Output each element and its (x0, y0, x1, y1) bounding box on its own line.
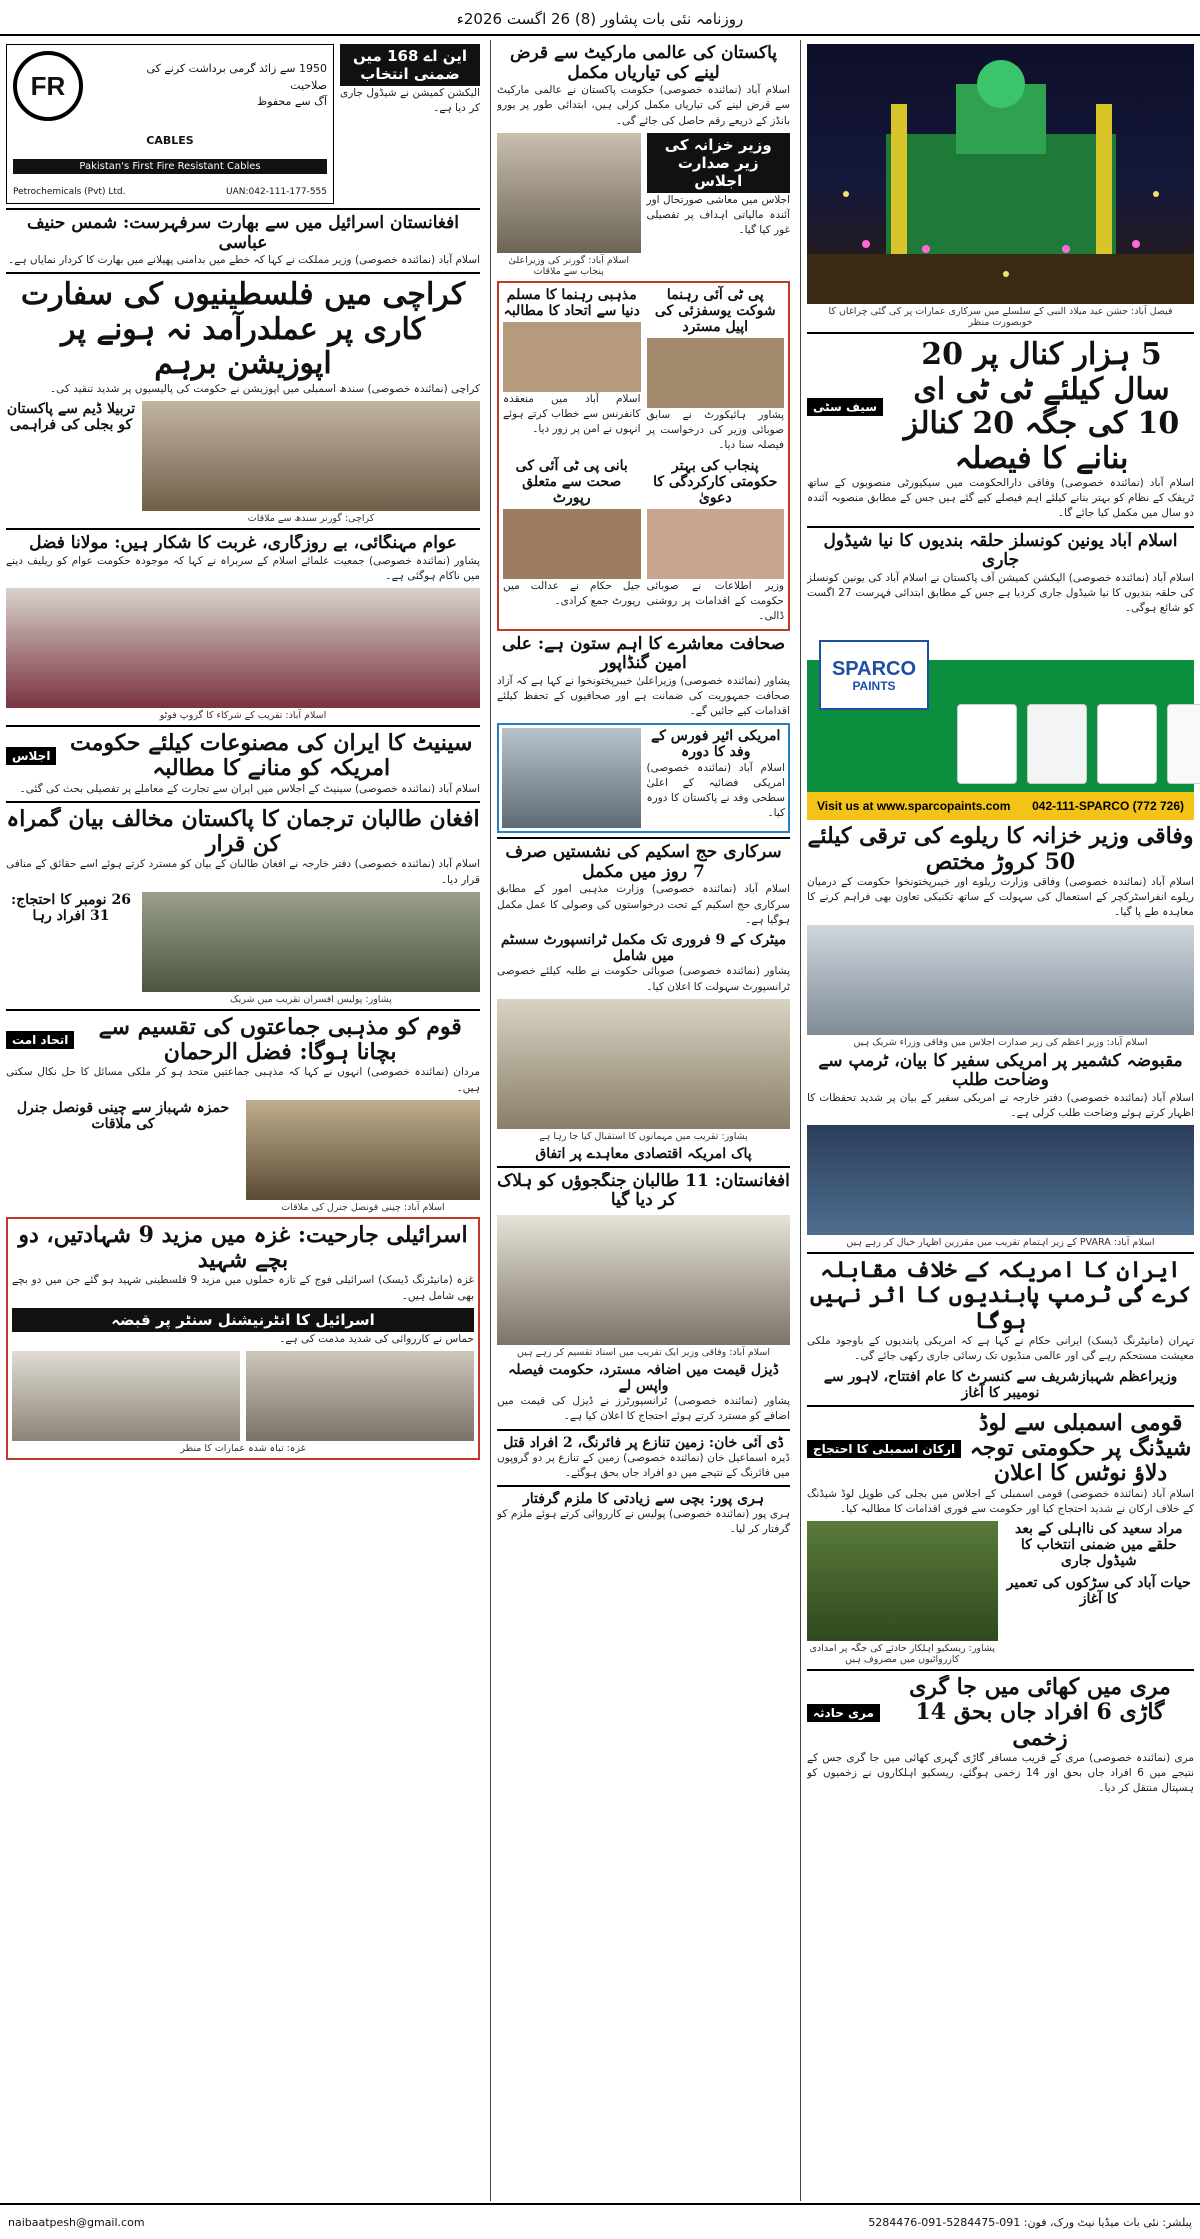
photo-caption: اسلام آباد: گورنر کی وزیراعلیٰ پنجاب سے ملاقات (508, 254, 630, 277)
article-body: ڈیرہ اسماعیل خان (نمائندہ خصوصی) زمین کے تنازع پر دو گروپوں میں فائرنگ کے نتیجے میں دو افراد جاں بحق ہوگئے۔ (497, 1451, 790, 1479)
article-transport (497, 932, 790, 995)
headline: وزیراعظم شہبازشریف سے کنسرٹ کا عام افتتاح، لاہور سے نومیبر کا آغاز (823, 1368, 1178, 1401)
article-body: پشاور (نمائندہ خصوصی) ٹرانسپورٹرز نے ڈیزل کی قیمت میں اضافے کو مسترد کرتے ہوئے احتجاج کا اعلان کیا ہے۔ (497, 1395, 790, 1423)
article-body: اسلام آباد (نمائندہ خصوصی) حکومت پاکستان نے عالمی مارکیٹ سے قرض لینے کی تیاریاں مکمل کرلی ہیں، ابتدائی طور پر یورو بانڈز کے ذریعے رقم حاصل کی جائے گی۔ (497, 84, 790, 127)
headline: افغانستان اسرائیل میں سے بھارت سرفہرست: شمس حنیف عباسی (27, 214, 459, 253)
article-pak-us (497, 1146, 790, 1162)
consul-row (6, 1100, 480, 1213)
article-abbasi (6, 214, 480, 268)
photo-caption: اسلام آباد: چینی قونصل جنرل کی ملاقات (281, 1201, 445, 1213)
article-body: پشاور (نمائندہ خصوصی) صوبائی حکومت نے طلبہ کیلئے خصوصی ٹرانسپورٹ سہولت کا اعلان کیا۔ (497, 965, 790, 993)
article-pm (807, 1369, 1194, 1401)
side-headline: مراد سعید کی نااہلی کے بعد حلقے میں ضمنی انتخاب کا شیڈول جاری (1014, 1521, 1183, 1570)
portrait-photo (647, 338, 785, 408)
portrait-photo (503, 322, 641, 392)
portrait-photo (647, 509, 785, 579)
profile-body: جیل حکام نے عدالت میں رپورٹ جمع کرادی۔ (503, 579, 641, 608)
article-loadshedding (807, 1411, 1194, 1517)
headline: قومی اسمبلی سے لوڈ شیڈنگ پر حکومتی توجہ دلاؤ نوٹس کا اعلان (969, 1410, 1192, 1487)
governor-meeting-photo (497, 133, 641, 253)
police-row (6, 892, 480, 1005)
headline: وفاقی وزیر خزانہ کا ریلوے کی ترقی کیلئے 50 کروڑ مختص (807, 824, 1194, 875)
article-body: حماس نے کارروائی کی شدید مذمت کی ہے۔ (279, 1332, 474, 1345)
article-body: اسلام آباد (نمائندہ خصوصی) دفتر خارجہ نے امریکی سفیر کے بیان پر شدید تحفظات کا اظہار کرتے ہوئے وضاحت طلب کرلی ہے۔ (807, 1091, 1194, 1119)
article-fazl (6, 534, 480, 584)
article-senate (6, 731, 480, 797)
article-body: پشاور (نمائندہ خصوصی) جمعیت علمائے اسلام کے سربراہ نے کہا کہ موجودہ حکومت عوام کو ریلیف دینے میں ناکام ہوگئی ہے۔ (6, 554, 480, 582)
article-body: اسلام آباد (نمائندہ خصوصی) الیکشن کمیشن آف پاکستان نے اسلام آباد کی یونین کونسلز کی حلقہ بندیوں کا نیا شیڈول جاری کردیا ہے جس کے مطابق ابتدائی فہرست 27 اگست کو شائع ہوگی۔ (807, 571, 1194, 615)
article-unity (6, 1015, 480, 1096)
ceremony-photo (497, 999, 790, 1129)
gaza-street-photo (12, 1351, 240, 1441)
ad-uan: UAN:042-111-177-555 (226, 186, 327, 197)
headline: کراچی میں فلسطینیوں کی سفارت کاری پر عملدرآمد نہ ہونے پر اپوزیشن برہم (20, 278, 466, 382)
sparco-logo: SPARCO PAINTS (819, 640, 929, 710)
side-headline: حمزہ شہباز سے چینی قونصل جنرل کی ملاقات (16, 1099, 230, 1132)
article-afghanistan (497, 1172, 790, 1211)
article-body: اسلام آباد (نمائندہ خصوصی) امریکی فضائیہ کے اعلیٰ سطحی وفد نے پاکستان کا دورہ کیا۔ (646, 761, 785, 820)
event-photo (807, 1125, 1194, 1235)
airforce-photo (502, 728, 641, 828)
headline: عوام مہنگائی، بے روزگاری، غربت کا شکار ہیں: مولانا فضل (29, 534, 457, 554)
headline: اسرائیلی جارحیت: غزہ میں مزید 9 شہادتیں، دو بچے شہید (18, 1221, 468, 1274)
us-airforce-box (497, 723, 790, 833)
article-body: اسلام آباد (نمائندہ خصوصی) دفتر خارجہ نے افغان طالبان کے بیان کو مسترد کرتے ہوئے اسے حقائق کے منافی قرار دیا۔ (6, 858, 480, 886)
strap-tag: اجلاس (6, 747, 56, 765)
strap-tag: ارکان اسمبلی کا احتجاج (807, 1440, 961, 1458)
profile-headline: پنجاب کی بہتر حکومتی کارکردگی کا دعویٰ (653, 457, 778, 506)
article-body: اسلام آباد (نمائندہ خصوصی) وفاقی وزارت ریلوے اور خیبرپختونخوا حکومت کے درمیان ریلوے انفراسٹرکچر کے استعمال کی سہولت کے ساتھ تکنیکی تعاون بھی فراہم کرنے کا معاہدہ طے پا گیا۔ (807, 876, 1194, 919)
headline: ایران کا امریکہ کے خلاف مقابلہ کرے گی ٹرمپ پابندیوں کا اثر نہیں ہوگا (809, 1258, 1192, 1334)
photo-caption: پشاور: تقریب میں مہمانوں کا استقبال کیا جا رہا ہے (539, 1130, 748, 1142)
rescue-photo (807, 1521, 998, 1641)
column-middle (490, 40, 796, 2201)
footer-email[interactable]: naibaatpesh@gmail.com (8, 2215, 145, 2229)
side-news-row (807, 1521, 1194, 1665)
fr-logo: FR (13, 51, 83, 121)
article-murree (807, 1675, 1194, 1797)
headline: صحافت معاشرے کا اہم ستون ہے: علی امین گنڈاپور (501, 634, 786, 674)
photo-caption: فیصل آباد: جشن عید میلاد النبی کے سلسلے میں سرکاری عمارات پر کی گئی چراغاں کا خوبصورت منظر (828, 306, 1173, 328)
side-headline: این اے 168 میں ضمنی انتخاب (340, 44, 480, 86)
top-row (6, 44, 480, 204)
office-meeting-photo (142, 401, 480, 511)
headline: افغان طالبان ترجمان کا پاکستان مخالف بیان گمراہ کن قرار (6, 806, 480, 858)
article-body: اسلام آباد (نمائندہ خصوصی) وزارت مذہبی امور کے مطابق سرکاری حج اسکیم کے تحت درخواستوں کی وصولی کا عمل مکمل ہوگیا ہے۔ (497, 883, 790, 926)
photo-caption: اسلام آباد: تقریب کے شرکاء کا گروپ فوٹو (159, 710, 327, 722)
article-body: اجلاس میں معاشی صورتحال اور آئندہ مالیاتی اہداف پر تفصیلی غور کیا گیا۔ (646, 193, 790, 237)
article-body: ہری پور (نمائندہ خصوصی) پولیس نے کارروائی کرتے ہوئے ملزم کو گرفتار کر لیا۔ (497, 1508, 790, 1536)
article-safe-city (807, 338, 1194, 522)
headline: پاکستان کی عالمی مارکیٹ سے قرض لینے کی تیاریاں مکمل (510, 44, 777, 83)
group-photo-block (6, 588, 480, 721)
headline: اسلام آباد یونین کونسلز حلقہ بندیوں کا نیا شیڈول جاری (823, 531, 1178, 571)
article-body: مری (نمائندہ خصوصی) مری کے قریب مسافر گاڑی گہری کھائی میں جا گری جس کے نتیجے میں 6 افراد جاں بحق اور 14 زخمی ہوگئے، ریسکیو اہلکاروں نے زخمیوں کو ہسپتال منتقل کر دیا۔ (807, 1751, 1194, 1795)
ad-company: Petrochemicals (Pvt) Ltd. (13, 186, 126, 197)
event-photo-block (807, 1125, 1194, 1248)
lead-photo-block (807, 44, 1194, 328)
article-body: پشاور (نمائندہ خصوصی) وزیراعلیٰ خیبرپختونخوا نے کہا ہے کہ آزاد صحافت جمہوریت کی ضمانت ہے اور صحافیوں کے تحفظ کیلئے اقدامات کیے جائیں گے۔ (497, 674, 790, 718)
profile-body: وزیر اطلاعات نے صوبائی حکومت کے اقدامات پر روشنی ڈالی۔ (646, 579, 784, 623)
headline: مری میں کھائی میں جا گری گاڑی 6 افراد جاں بحق 14 زخمی (909, 1675, 1171, 1751)
headline: افغانستان: 11 طالبان جنگجوؤں کو ہلاک کر دیا گیا (497, 1171, 790, 1211)
ad-brand-sub: CABLES (146, 133, 194, 147)
headline: پاک امریکہ اقتصادی معاہدے پر اتفاق (535, 1145, 752, 1162)
article-body: مردان (نمائندہ خصوصی) انہوں نے کہا کہ مذہبی جماعتیں متحد ہو کر ملکی مسائل کا حل نکال سکتی ہیں۔ (6, 1066, 480, 1094)
headline: ہری پور: بچی سے زیادتی کا ملزم گرفتار (522, 1491, 765, 1508)
ad-tagline: Pakistan's First Fire Resistant Cables (13, 159, 327, 174)
article-journalism (497, 635, 790, 720)
profile-headline: پی ٹی آئی رہنما شوکت یوسفزئی کی اپیل مسترد (654, 286, 776, 335)
photo-caption: غزہ: تباہ شدہ عمارات کا منظر (180, 1443, 306, 1455)
column-left (0, 40, 486, 2201)
headline: سرکاری حج اسکیم کی نشستیں صرف 7 روز میں مکمل (505, 843, 782, 882)
meeting-photo-block (807, 925, 1194, 1048)
article-taliban (6, 807, 480, 888)
article-kashmir (807, 1052, 1194, 1122)
photo-caption: اسلام آباد: PVARA کے زیر اہتمام تقریب میں مقررین اظہار خیال کر رہے ہیں (846, 1237, 1155, 1249)
certificates-photo-block (497, 1215, 790, 1358)
meeting-photo (807, 925, 1194, 1035)
strap-tag: اتحاد امت (6, 1031, 74, 1049)
article-iran-sanctions (807, 1258, 1194, 1364)
side-headline: 26 نومبر کا احتجاج: 31 افراد رہا (11, 891, 131, 924)
profile-headline: بانی پی ٹی آئی کی صحت سے متعلق رپورٹ (515, 457, 628, 506)
sub-headline: وزیر خزانہ کی زیر صدارت اجلاس (647, 133, 791, 193)
article-union-councils (807, 532, 1194, 617)
certificates-photo (497, 1215, 790, 1345)
article-di-khan (497, 1435, 790, 1482)
photo-caption: پشاور: پولیس افسران تقریب میں شریک (230, 993, 392, 1005)
ad-website: Visit us at www.sparcopaints.com (817, 799, 1011, 814)
headline: میٹرک کے 9 فروری تک مکمل ٹرانسپورٹ سسٹم میں شامل (500, 932, 787, 965)
footer-info: پبلشر: نئی بات میڈیا نیٹ ورک، فون: 091-5284475-091-5284476 (868, 2215, 1192, 2229)
photo-caption: اسلام آباد: وفاقی وزیر ایک تقریب میں اسناد تقسیم کر رہے ہیں (516, 1346, 770, 1358)
side-headline: تربیلا ڈیم سے پاکستان کو بجلی کی فراہمی (6, 401, 136, 434)
sparco-paints-ad[interactable] (807, 620, 1194, 820)
masthead-date: روزنامہ نئی بات پشاور (8) 26 اگست 2026ء (0, 6, 1200, 36)
ad-phone: 042-111-SPARCO (772 726) (1032, 799, 1184, 814)
ad-contact-bar (807, 792, 1194, 820)
article-haripur (497, 1491, 790, 1538)
side-body: الیکشن کمیشن نے شیڈول جاری کر دیا ہے۔ (340, 87, 480, 115)
profile-headline: مذہبی رہنما کا مسلم دنیا سے اتحاد کا مطالبہ (503, 286, 640, 319)
profile-body: پشاور ہائیکورٹ نے سابق صوبائی وزیر کی درخواست پر فیصلہ سنا دیا۔ (646, 409, 784, 452)
sub-headline: اسرائیل کا انٹرنیشنل سنٹر پر قبضہ (12, 1308, 474, 1332)
mosque-night-photo (807, 44, 1194, 304)
group-photo (6, 588, 480, 708)
strap-tag: مری حادثہ (807, 1704, 880, 1722)
gaza-ruins-photo (246, 1351, 474, 1441)
meeting-row (6, 401, 480, 524)
illuminated-building-illustration (807, 44, 1194, 304)
headline: ڈیزل قیمت میں اضافہ مسترد، حکومت فیصلہ واپس لے (508, 1361, 779, 1395)
ad-features: 1950 سے زائد گرمی برداشت کرنے کی صلاحیت آگ سے محفوظ (146, 62, 327, 109)
page-footer (0, 2203, 1200, 2239)
photo-caption: اسلام آباد: وزیر اعظم کی زیر صدارت اجلاس میں وفاقی وزراء شریک ہیں (853, 1036, 1148, 1048)
article-diesel (497, 1362, 790, 1425)
headline: 5 ہزار کنال پر 20 سال کیلئے ٹی ٹی ای 10 کی جگہ 20 کنالز بنانے کا فیصلہ (903, 338, 1180, 476)
portrait-photo (503, 509, 641, 579)
headline: مقبوضہ کشمیر پر امریکی سفیر کا بیان، ٹرمپ سے وضاحت طلب (818, 1051, 1183, 1091)
article-body: اسلام آباد (نمائندہ خصوصی) سینیٹ کے اجلاس میں ایران سے تجارت کے معاملے پر تفصیلی بحث کی گئی۔ (19, 782, 480, 795)
headline: قوم کو مذہبی جماعتوں کی تقسیم سے بچانا ہوگا: فضل الرحمان (98, 1014, 462, 1066)
article-hajj (497, 843, 790, 928)
ceremony-photo-block (497, 999, 790, 1142)
article-body: اسلام آباد (نمائندہ خصوصی) قومی اسمبلی کے اجلاس میں بجلی کی طویل لوڈ شیڈنگ کے خلاف ارکان نے شدید احتجاج کیا اور حکومت سے فوری اقدامات کا مطالبہ کیا۔ (807, 1487, 1194, 1515)
headline: امریکی ائیر فورس کے وفد کا دورہ (651, 728, 781, 761)
article-railway (807, 824, 1194, 920)
gaza-box (6, 1217, 480, 1460)
police-photo (142, 892, 480, 992)
consul-photo (246, 1100, 480, 1200)
profiles-box (497, 281, 790, 631)
strap-tag: سیف سٹی (807, 398, 883, 416)
side-headline: حیات آباد کی سڑکوں کی تعمیر کا آغاز (1006, 1575, 1191, 1608)
headline: ڈی آئی خان: زمین تنازع پر فائرنگ، 2 افراد قتل (503, 1434, 784, 1451)
photo-caption: پشاور: ریسکیو اہلکار حادثے کی جگہ پر امدادی کارروائیوں میں مصروف ہیں (809, 1643, 996, 1666)
article-global-loan (497, 44, 790, 129)
article-body: کراچی (نمائندہ خصوصی) سندھ اسمبلی میں اپوزیشن نے حکومت کی پالیسیوں پر شدید تنقید کی۔ (50, 382, 480, 395)
article-body: تہران (مانیٹرنگ ڈیسک) ایرانی حکام نے کہا ہے کہ امریکی پابندیوں کے باوجود ملکی معیشت مستحکم رہے گی اور عالمی منڈیوں تک رسائی جاری رکھی جائے گی۔ (807, 1335, 1194, 1363)
fr-cables-ad[interactable] (6, 44, 334, 204)
article-body: اسلام آباد (نمائندہ خصوصی) وفاقی دارالحکومت میں سیکیورٹی منصوبوں کے ساتھ ٹریفک کے نظام کو بہتر بنانے کیلئے اہم فیصلے کیے گئے ہیں جس کے مطابق منصوبہ آئندہ دو سال میں مکمل کیا جائے گا۔ (807, 477, 1194, 520)
article-body: اسلام آباد (نمائندہ خصوصی) وزیر مملکت نے کہا کہ خطے میں بدامنی پھیلانے میں بھارت کا کردار نمایاں ہے۔ (8, 254, 480, 267)
column-right (800, 40, 1200, 2201)
article-body: غزہ (مانیٹرنگ ڈیسک) اسرائیلی فوج کے تازہ حملوں میں مزید 9 فلسطینی شہید ہو گئے جن میں دو بچے بھی شامل ہیں۔ (12, 1274, 474, 1302)
article-opposition (6, 278, 480, 397)
profile-body: اسلام آباد میں منعقدہ کانفرنس سے خطاب کرتے ہوئے انہوں نے امن پر زور دیا۔ (503, 392, 641, 436)
photo-caption: کراچی: گورنر سندھ سے ملاقات (247, 513, 375, 525)
finance-row (497, 133, 790, 277)
headline: سینیٹ کا ایران کی مصنوعات کیلئے حکومت امریکہ کو منانے کا مطالبہ (70, 731, 473, 782)
